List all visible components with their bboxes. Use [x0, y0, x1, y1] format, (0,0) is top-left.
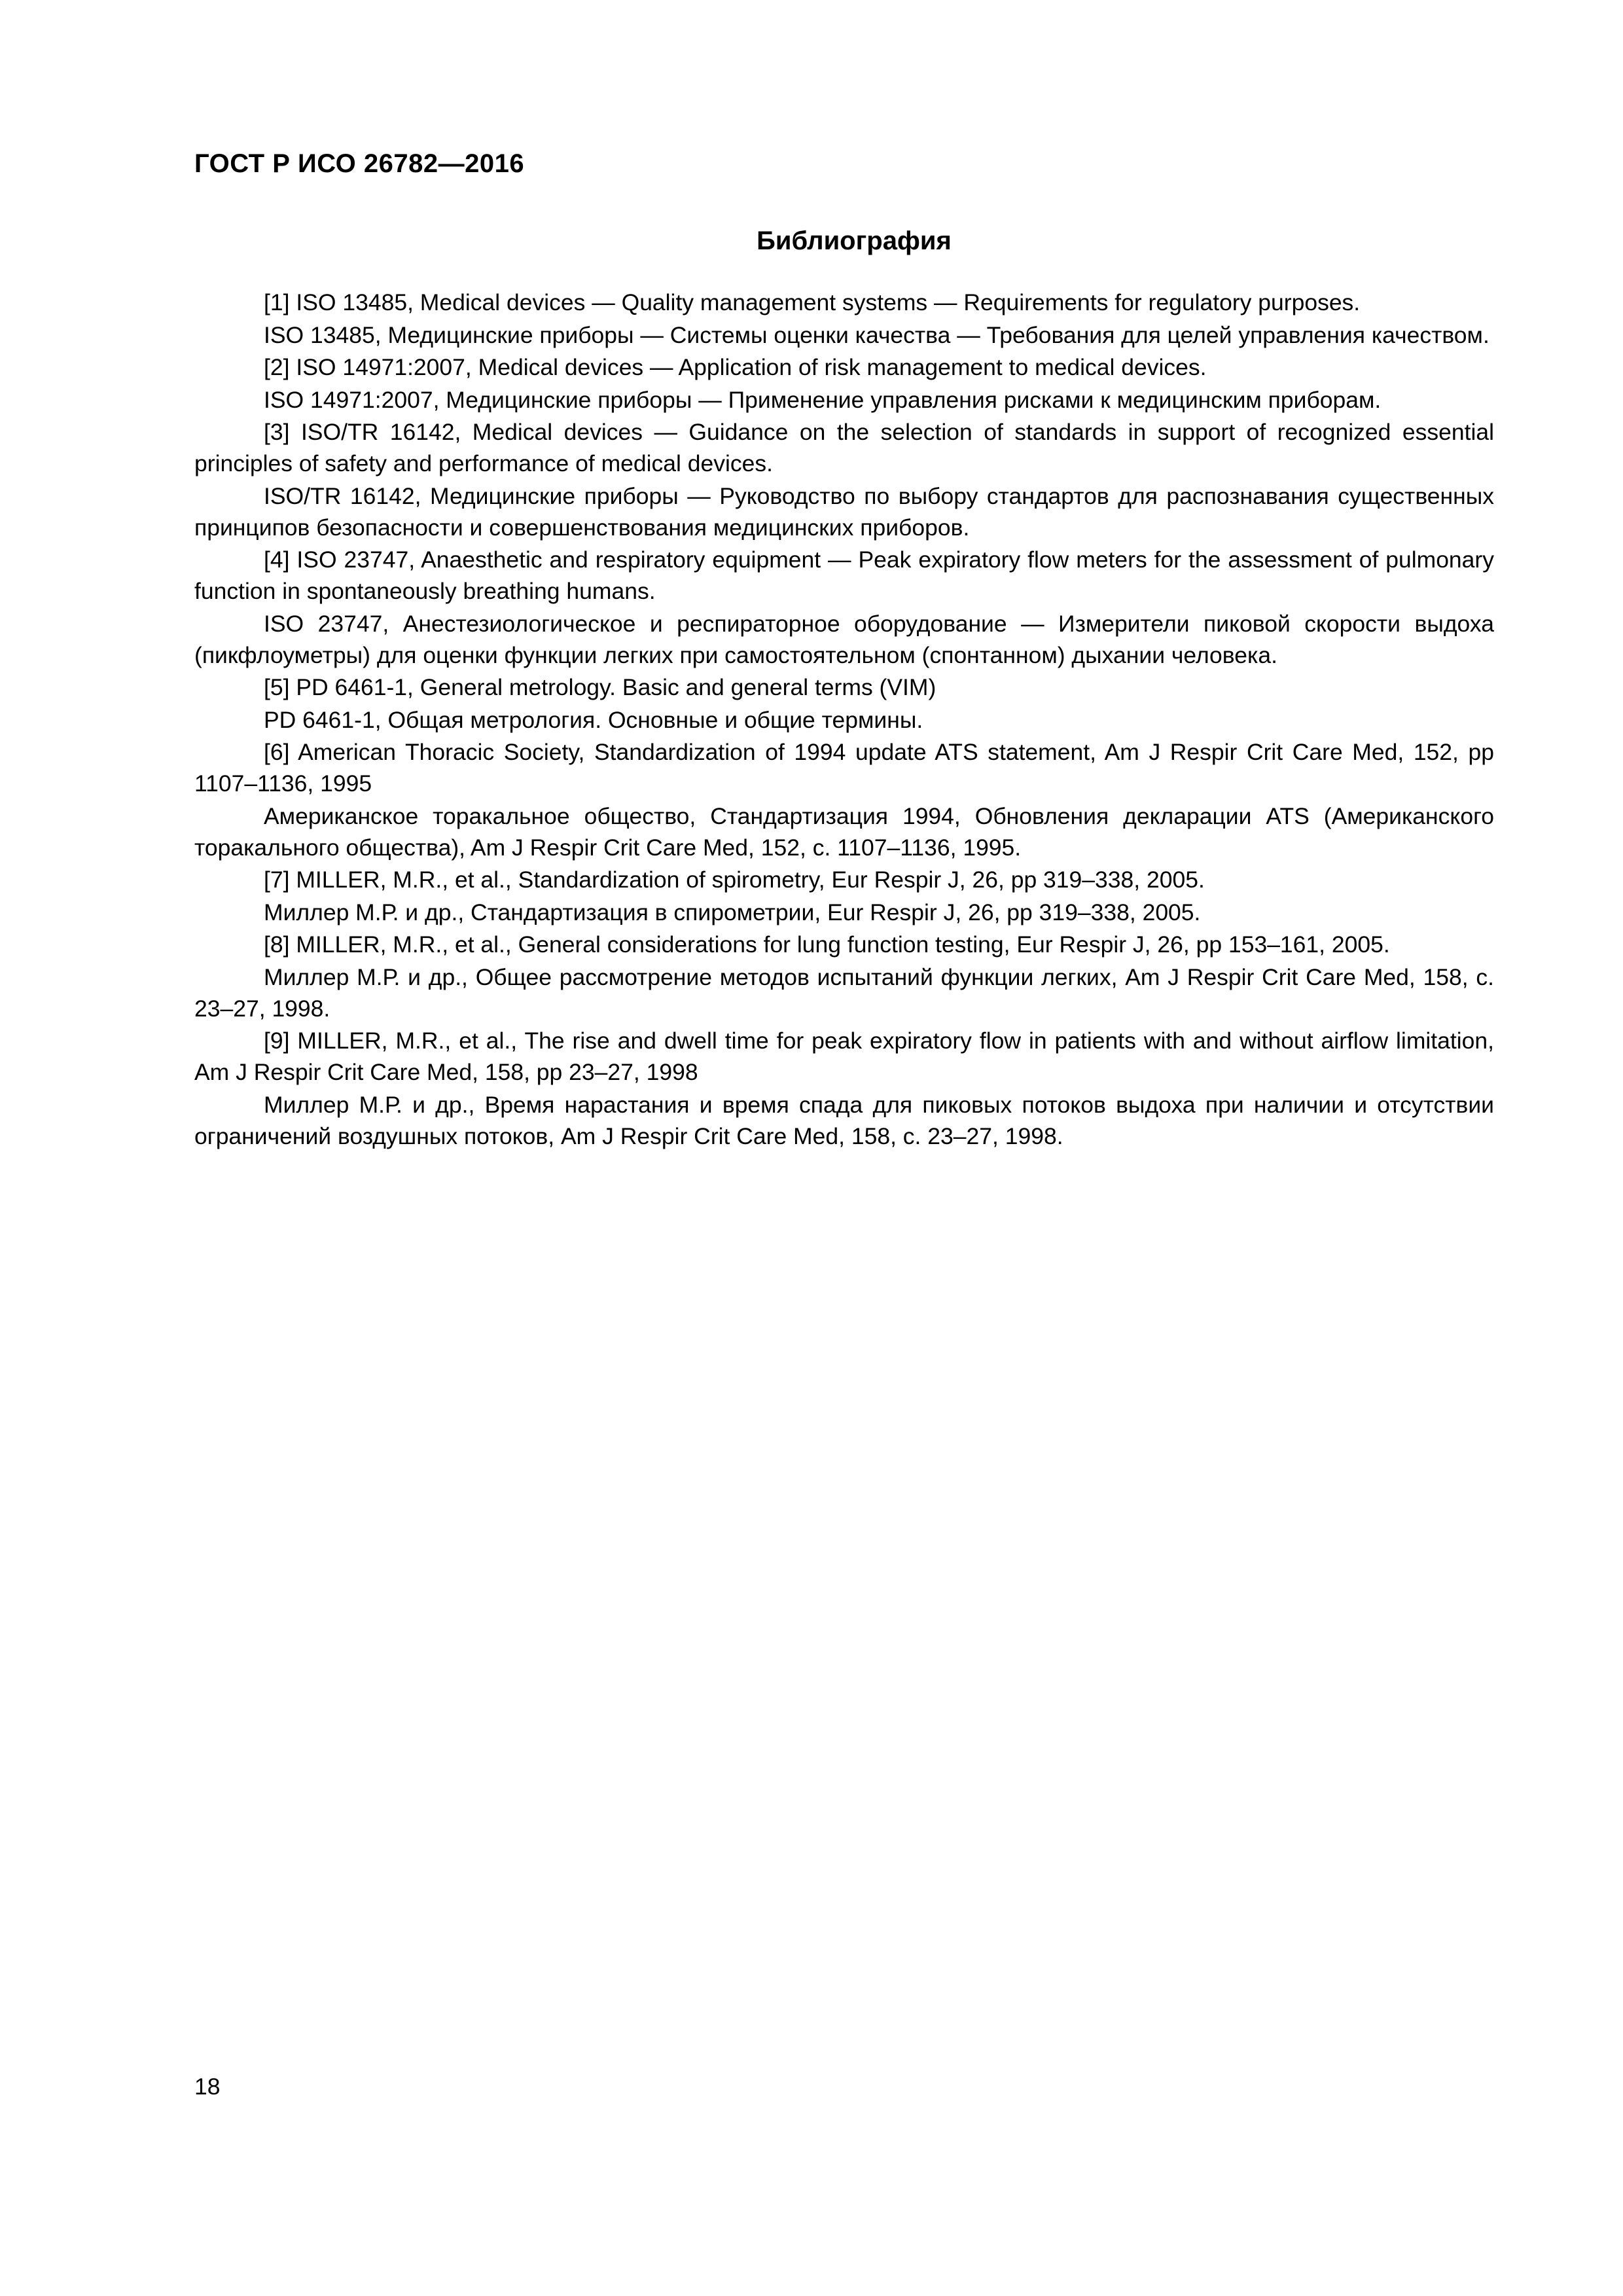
- reference-2-en: [2] ISO 14971:2007, Medical devices — Application of risk management to medical devices.: [264, 354, 1207, 380]
- reference-5-en: [5] PD 6461-1, General metrology. Basic and general terms (VIM): [264, 674, 936, 700]
- reference-8-ru: Миллер М.Р. и др., Общее рассмотрение методов испытаний функции легких, Am J Respir Crit Care Med, 158, с. 23–27, 1998.: [194, 963, 1494, 1022]
- reference-7-en: [7] MILLER, M.R., et al., Standardization of spirometry, Eur Respir J, 26, pp 319–338, 2005.: [264, 867, 1205, 893]
- bibliography-list: [194, 287, 1494, 1153]
- reference-1-en: [1] ISO 13485, Medical devices — Quality management systems — Requirements for regulatory purposes.: [264, 289, 1361, 315]
- reference-5-ru: PD 6461-1, Общая метрология. Основные и общие термины.: [264, 706, 923, 733]
- reference-9-en: [9] MILLER, M.R., et al., The rise and dwell time for peak expiratory flow in patients with and without airflow limitation, Am J Respir Crit Care Med, 158, pp 23–27, 1998: [194, 1028, 1494, 1085]
- reference-7-ru: Миллер М.Р. и др., Стандартизация в спирометрии, Eur Respir J, 26, pp 319–338, 2005.: [264, 899, 1201, 925]
- reference-8-en: [8] MILLER, M.R., et al., General considerations for lung function testing, Eur Respir J, 26, pp 153–161, 2005.: [264, 931, 1390, 958]
- reference-6-en: [6] American Thoracic Society, Standardization of 1994 update ATS statement, Am J Respir Crit Care Med, 152, pp 1107–1136, 1995: [194, 739, 1494, 797]
- reference-3-en: [3] ISO/TR 16142, Medical devices — Guidance on the selection of standards in support of recognized essential principles of safety and performance of medical devices.: [194, 419, 1494, 476]
- page-number: 18: [194, 2073, 221, 2100]
- standard-code-header: ГОСТ Р ИСО 26782—2016: [194, 149, 525, 178]
- reference-6-ru: Американское торакальное общество, Стандартизация 1994, Обновления декларации ATS (Американского торакального общества), Am J Respir Crit Care Med, 152, c. 1107–1136, 1995.: [194, 802, 1494, 861]
- reference-4-ru: ISO 23747, Анестезиологическое и респираторное оборудование — Измерители пиковой скорости выдоха (пикфлоуметры) для оценки функции легких при самостоятельном (спонтанном) дыхании человека.: [194, 610, 1494, 668]
- reference-1-ru: ISO 13485, Медицинские приборы — Системы оценки качества — Требования для целей управления качеством.: [264, 321, 1489, 348]
- reference-4-en: [4] ISO 23747, Anaesthetic and respiratory equipment — Peak expiratory flow meters for the assessment of pulmonary function in spontaneously breathing humans.: [194, 547, 1494, 604]
- reference-9-ru: Миллер М.Р. и др., Время нарастания и время спада для пиковых потоков выдоха при наличии и отсутствии ограничений воздушных потоков, Am J Respir Crit Care Med, 158, с. 23–27, 1998.: [194, 1091, 1494, 1149]
- reference-3-ru: ISO/TR 16142, Медицинские приборы — Руководство по выбору стандартов для распознавания существенных принципов безопасности и совершенствования медицинских приборов.: [194, 482, 1494, 541]
- bibliography-title: Библиография: [757, 226, 952, 255]
- reference-2-ru: ISO 14971:2007, Медицинские приборы — Применение управления рисками к медицинским приборам.: [264, 386, 1382, 413]
